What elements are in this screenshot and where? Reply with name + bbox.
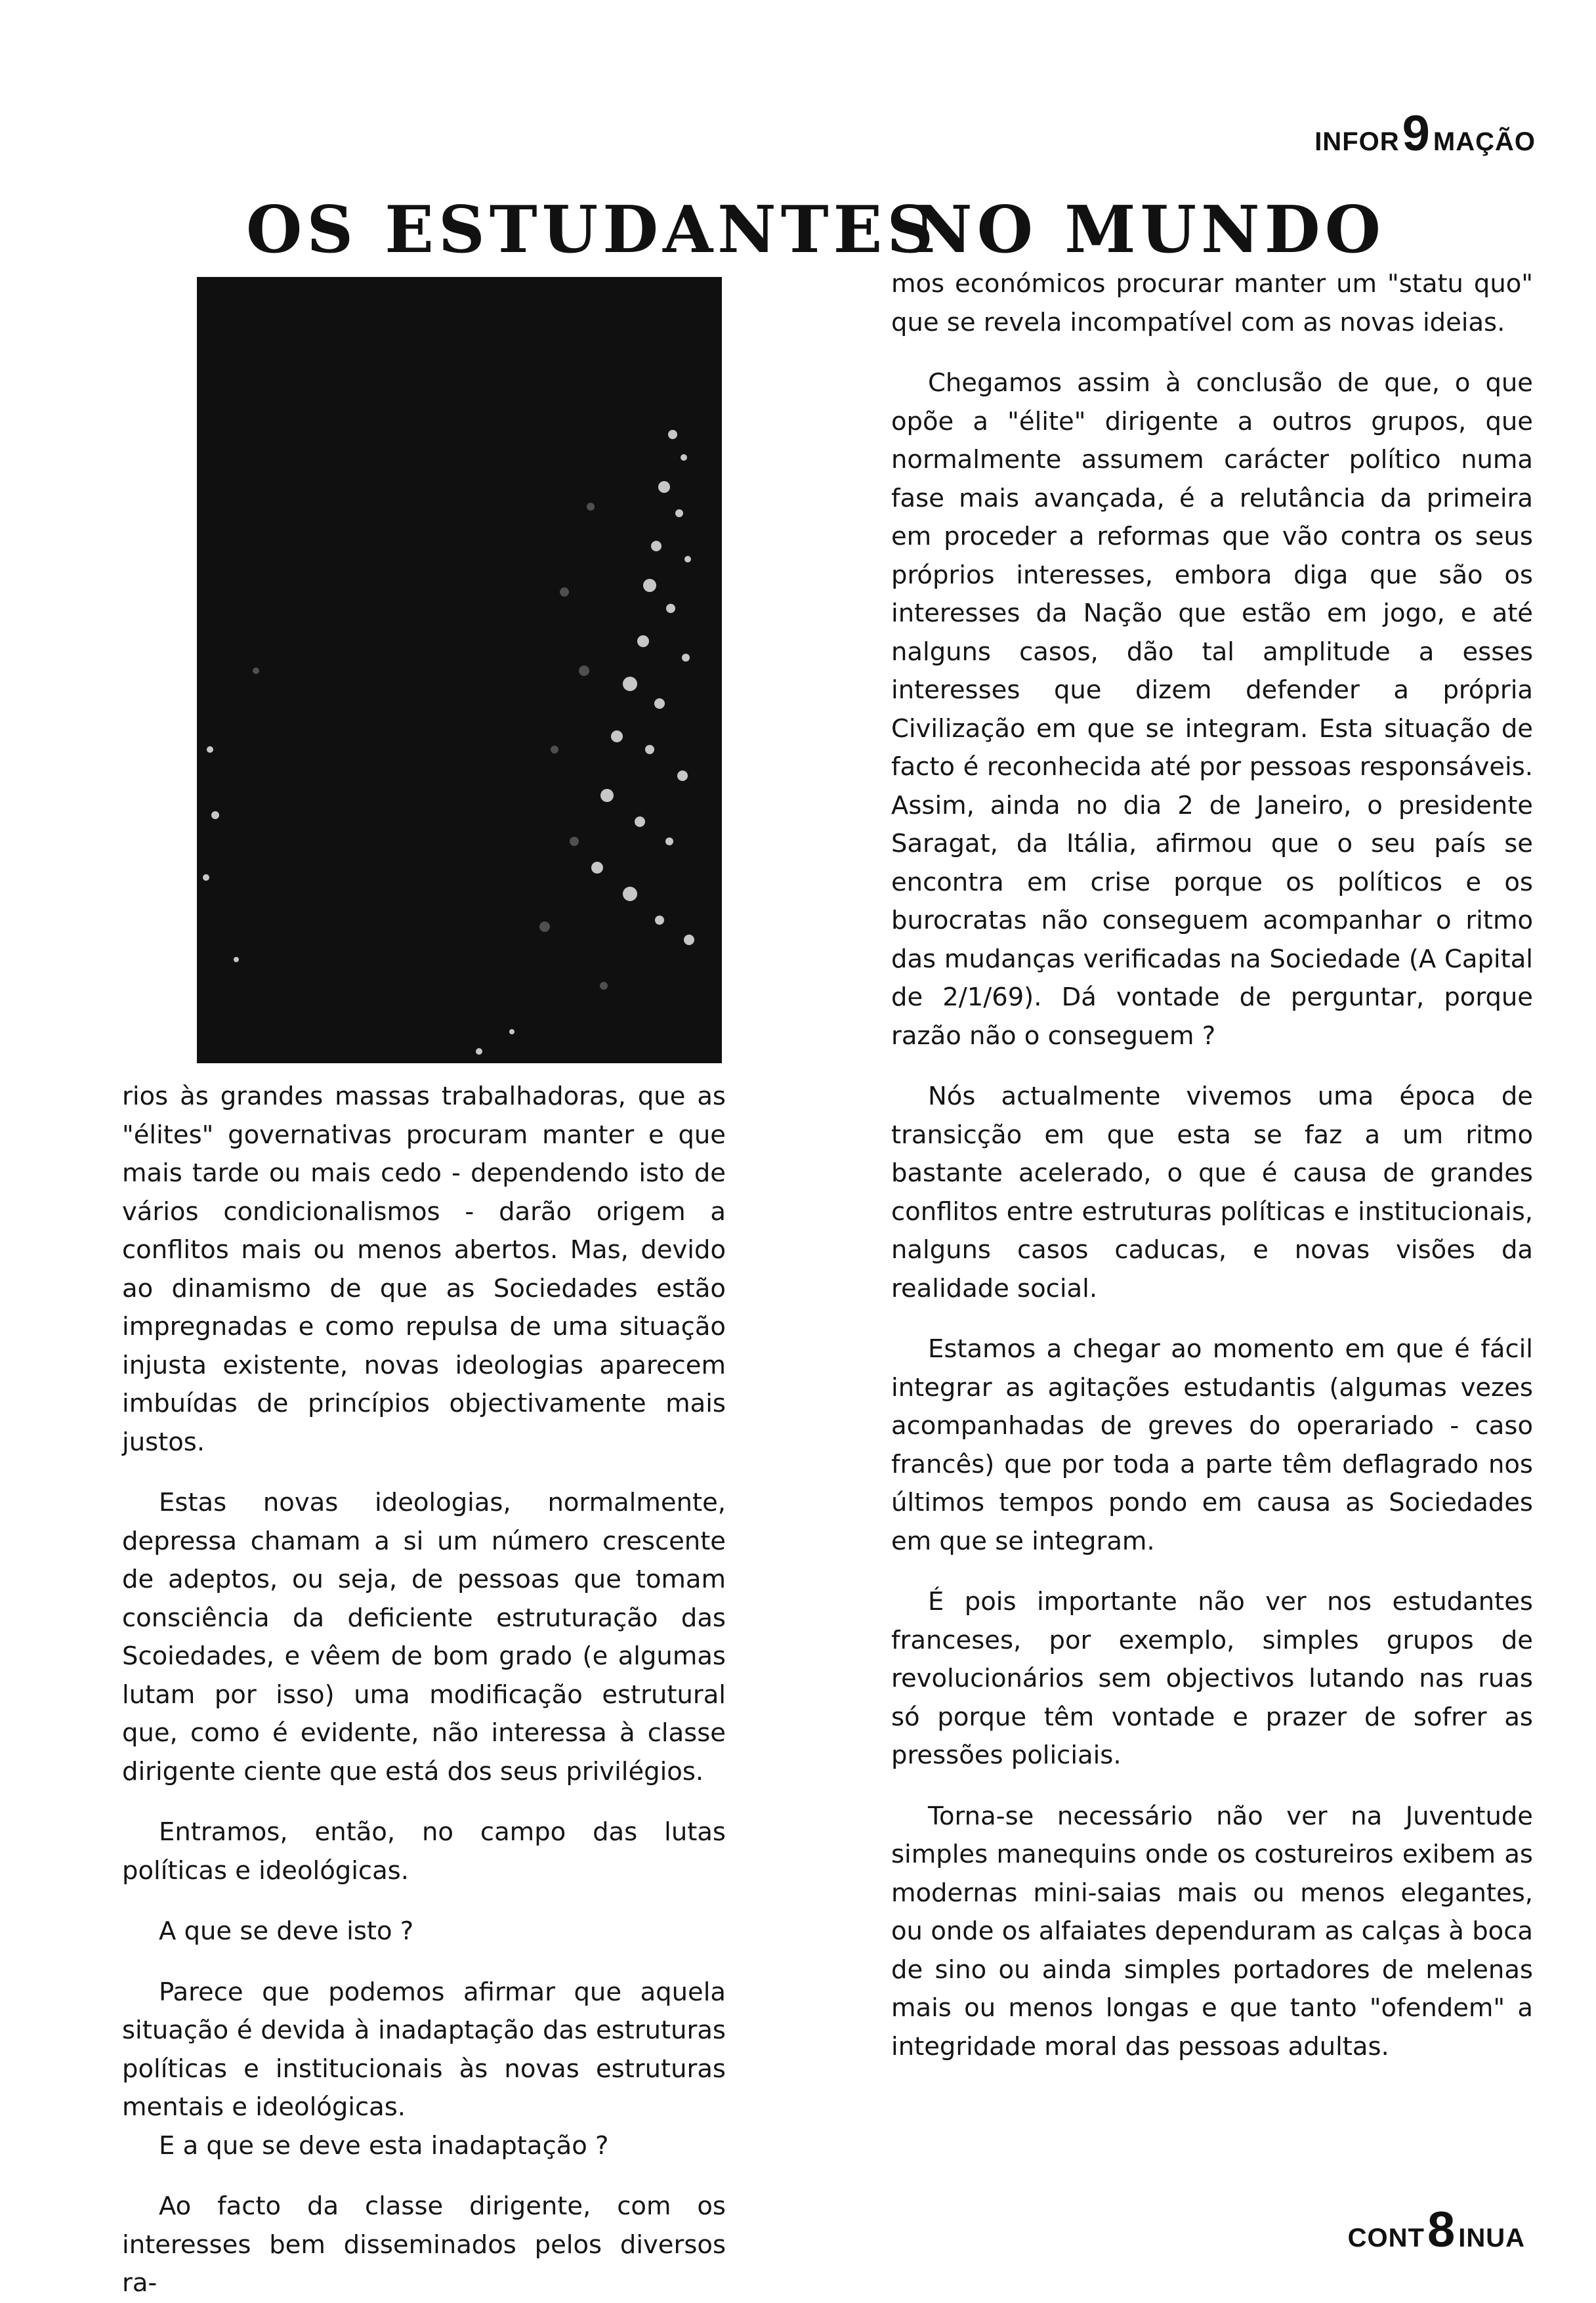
paragraph: Torna-se necessário não ver na Juventude simples manequins onde os costureiros exibem as modernas mini-saias mais ou menos elegantes, ou onde os alfaiates dependuram as calças à boca de sino ou ainda simples portadores de melenas mais ou menos longas e que tanto "ofendem" a integridade moral das pessoas adultas.: [891, 1801, 1533, 2061]
masthead-prefix: INFOR: [1314, 127, 1400, 156]
photo-graphic: [197, 277, 722, 1063]
paragraph: Chegamos assim à conclusão de que, o que opõe a "élite" dirigente a outros grupos, que normalmente assumem carácter político numa fase mais avançada, é a relutância da primeira em proceder a reformas que vão contra os seus próprios interesses, embora diga que são os interesses da Nação que estão em jogo, e até nalguns casos, dão tal amplitude a esses interesses que dizem defender a própria Civilização em que se integram. Esta situação de facto é reconhecida até por pessoas responsáveis. Assim, ainda no dia 2 de Janeiro, o presidente Saragat, da Itália, afirmou que o seu país se encontra em crise porque os políticos e os burocratas não conseguem acompanhar o ritmo das mudanças verificadas na Sociedade (A Capital de 2/1/69). Dá vontade de perguntar, porque razão não o conseguem ?: [891, 368, 1533, 1051]
footer-number: 8: [1427, 2202, 1456, 2258]
footer-prefix: CONT: [1347, 2224, 1425, 2252]
paragraph: Estamos a chegar ao momento em que é fácil integrar as agitações estudantis (algumas vezes acompanhadas de greves do operariado - caso francês) que por toda a parte têm deflagrado nos últimos tempos pondo em causa as Sociedades em que se integram.: [891, 1334, 1533, 1556]
paragraph: Parece que podemos afirmar que aquela situação é devida à inadaptação das estruturas políticas e institucionais às novas estruturas mentais e ideológicas.: [122, 1977, 726, 2122]
title-right: NO MUNDO: [914, 192, 1385, 268]
paragraph: Estas novas ideologias, normalmente, depressa chamam a si um número crescente de adeptos, ou seja, de pessoas que tomam consciência da deficiente estruturação das Scoiedades, e vêem de bom grado (e algumas lutam por isso) uma modificação estrutural que, como é evidente, não interessa à classe dirigente ciente que está dos seus privilégios.: [122, 1488, 726, 1786]
footer-suffix: INUA: [1458, 2224, 1525, 2252]
dark-photograph: [197, 277, 722, 1063]
paragraph: É pois importante não ver nos estudantes franceses, por exemplo, simples grupos de revolucionários sem objectivos lutando nas ruas só porque têm vontade e prazer de sofrer as pressões policiais.: [891, 1587, 1533, 1770]
paragraph: E a que se deve esta inadaptação ?: [159, 2130, 609, 2161]
title-left: OS ESTUDANTES: [246, 192, 938, 268]
paragraph: rios às grandes massas trabalhadoras, que as "élites" governativas procuram manter e que mais tarde ou mais cedo - dependendo isto de vários condicionalismos - darão origem a conflitos mais ou menos abertos. Mas, devido ao dinamismo de que as Sociedades estão impregnadas e como repulsa de uma situação injusta existente, novas ideologias aparecem imbuídas de princípios objectivamente mais justos.: [122, 1082, 726, 1457]
paragraph: Nós actualmente vivemos uma época de transicção em que esta se faz a um ritmo bastante acelerado, o que é causa de grandes conflitos entre estruturas políticas e institucionais, nalguns casos caducas, e novas visões da realidade social.: [891, 1082, 1533, 1303]
masthead: [1314, 106, 1536, 161]
paragraph: Entramos, então, no campo das lutas políticas e ideológicas.: [122, 1817, 726, 1886]
left-text-column: [122, 1078, 726, 2303]
paragraph: mos económicos procurar manter um "statu quo" que se revela incompatível com as novas ideias.: [891, 269, 1533, 337]
paragraph: A que se deve isto ?: [159, 1916, 414, 1946]
continued-footer: [1347, 2202, 1525, 2258]
issue-number: 9: [1402, 106, 1431, 161]
right-text-column: [891, 265, 1533, 2066]
paragraph: Ao facto da classe dirigente, com os interesses bem disseminados pelos diversos ra-: [122, 2191, 726, 2298]
masthead-suffix: MAÇÃO: [1433, 127, 1536, 156]
